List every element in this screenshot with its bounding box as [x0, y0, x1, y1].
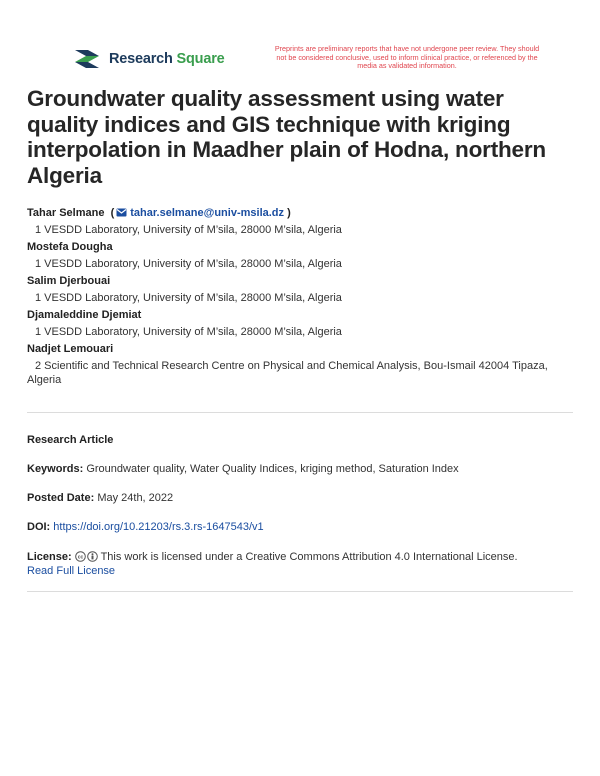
author-name: Nadjet Lemouari [27, 343, 114, 355]
header [0, 44, 600, 78]
author-affiliation: 1 VESDD Laboratory, University of M’sila, 28000 M’sila, Algeria [35, 292, 342, 304]
author-name-text: Tahar Selmane [27, 207, 105, 219]
paper-title: Groundwater quality assessment using water quality indices and GIS technique with kriging interpolation in Maadher plain of Hodna, northern Algeria [27, 86, 546, 188]
by-icon [87, 551, 98, 562]
license-label: License: [27, 551, 72, 563]
author-affiliation: 1 VESDD Laboratory, University of M’sila, 28000 M’sila, Algeria [35, 258, 342, 270]
cc-icon [75, 551, 86, 562]
keywords [27, 462, 572, 476]
research-square-logo[interactable] [73, 48, 225, 70]
doi-label: DOI: [27, 521, 51, 533]
author-affiliation: 1 VESDD Laboratory, University of M’sila, 28000 M’sila, Algeria [35, 224, 342, 236]
posted-date-value: May 24th, 2022 [97, 492, 174, 504]
svg-text:cc: cc [77, 554, 83, 561]
envelope-icon [116, 208, 127, 217]
author-name: Mostefa Dougha [27, 241, 113, 253]
author-affiliation: 1 VESDD Laboratory, University of M’sila, 28000 M’sila, Algeria [35, 326, 342, 338]
author-name: Tahar Selmane ( tahar.selmane@univ-msila.dz ) [27, 207, 291, 219]
research-square-logo-icon [73, 48, 101, 70]
keywords-label: Keywords: [27, 463, 84, 475]
brand-name [109, 51, 225, 67]
section-divider [27, 412, 573, 413]
license [27, 550, 572, 578]
article-type [27, 433, 572, 447]
author-email-link[interactable]: tahar.selmane@univ-msila.dz [130, 207, 285, 219]
brand-primary: Research [109, 51, 173, 67]
read-full-license-link[interactable]: Read Full License [27, 565, 116, 577]
doi [27, 520, 572, 534]
preprint-notice: Preprints are preliminary reports that have not undergone peer review. They should not be considered conclusive, used to inform clinical practice, or referenced by the media as validated information. [274, 44, 540, 71]
author-list [27, 207, 572, 391]
section-divider [27, 591, 573, 592]
author-affiliation: 2 Scientific and Technical Research Centre on Physical and Chemical Analysis, Bou-Ismail 42004 Tipaza, Algeria [27, 360, 548, 386]
posted-date [27, 491, 572, 505]
author-name: Salim Djerbouai [27, 275, 111, 287]
doi-link[interactable]: https://doi.org/10.21203/rs.3.rs-1647543/v1 [53, 521, 264, 533]
keywords-value: Groundwater quality, Water Quality Indices, kriging method, Saturation Index [86, 463, 459, 475]
posted-date-label: Posted Date: [27, 492, 95, 504]
license-text: This work is licensed under a Creative Commons Attribution 4.0 International License. [100, 551, 518, 563]
brand-accent: Square [176, 51, 225, 67]
article-type-label: Research Article [27, 434, 114, 446]
author-name: Djamaleddine Djemiat [27, 309, 142, 321]
